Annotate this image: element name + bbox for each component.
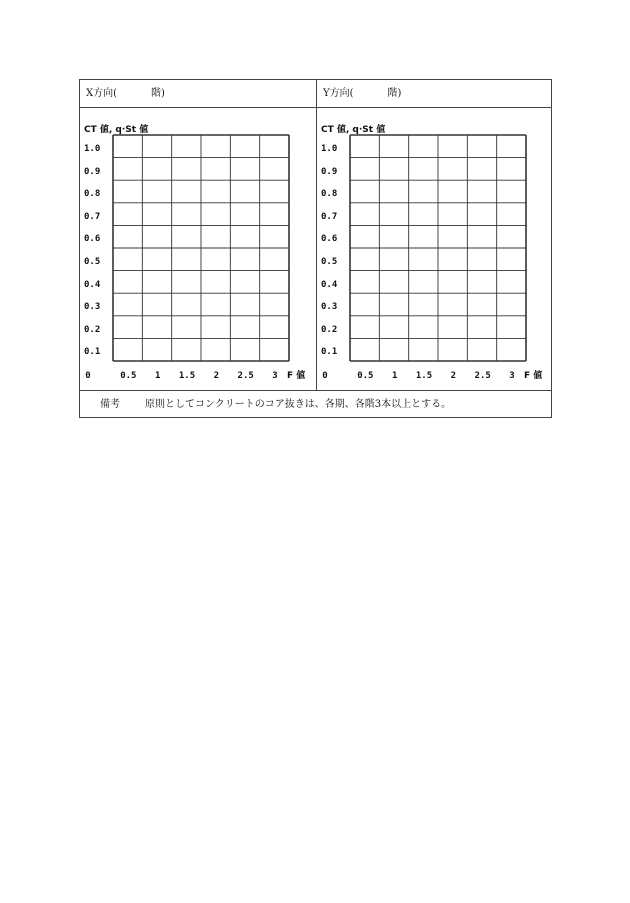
chart-1-ylabel: CT 値, q·St 値 xyxy=(321,125,386,135)
chart-0-ytick-label: 0.9 xyxy=(84,166,101,177)
chart-1-xtick-label: 2.5 xyxy=(474,371,491,381)
chart-0-xlabel: F 値 xyxy=(287,371,306,381)
chart-1-ytick-label: 0.1 xyxy=(321,347,338,358)
inspection-form-table xyxy=(79,79,552,418)
chart-0-xtick-label: 1 xyxy=(154,371,161,381)
chart-0-grid xyxy=(112,134,290,362)
chart-0-xtick-label: 0.5 xyxy=(120,371,137,381)
y-direction-prefix: Y方向( xyxy=(323,88,354,99)
remarks-label: 備考 xyxy=(100,399,120,410)
y-direction-graph xyxy=(317,108,553,390)
chart-0-xtick-label: 1.5 xyxy=(178,371,196,381)
x-direction-suffix: 階) xyxy=(151,88,165,99)
y-direction-header xyxy=(323,80,401,107)
y-direction-suffix: 階) xyxy=(387,88,402,99)
chart-1-xtick-label: 0 xyxy=(322,371,328,381)
chart-1-ytick-label: 0.3 xyxy=(321,302,338,313)
chart-0-ytick-label: 0.7 xyxy=(84,211,101,222)
chart-1-xtick-label: 2 xyxy=(450,371,457,381)
chart-1-ytick-label: 0.6 xyxy=(321,234,338,245)
chart-1-ytick-label: 0.8 xyxy=(321,189,338,200)
chart-0-ytick-label: 0.1 xyxy=(84,347,101,358)
chart-1-ytick-label: 0.9 xyxy=(321,166,338,177)
chart-0-ytick-label: 0.8 xyxy=(84,189,101,200)
chart-0-ytick-label: 0.4 xyxy=(84,279,101,290)
chart-1-ytick-label: 0.4 xyxy=(321,279,338,290)
chart-0-xtick-label: 0 xyxy=(85,371,91,381)
x-direction-header xyxy=(86,80,165,107)
chart-0-xtick-label: 2.5 xyxy=(237,371,254,381)
x-direction-graph xyxy=(80,108,316,390)
chart-0-ytick-label: 1.0 xyxy=(84,144,101,154)
chart-0-ytick-label: 0.3 xyxy=(84,302,101,313)
chart-1-xlabel: F 値 xyxy=(524,371,543,381)
chart-0-ytick-label: 0.6 xyxy=(84,234,101,245)
x-direction-prefix: X方向( xyxy=(86,88,118,99)
chart-1-xtick-label: 0.5 xyxy=(357,371,374,381)
chart-0-xtick-label: 3 xyxy=(272,371,278,381)
chart-0-ytick-label: 0.2 xyxy=(84,324,101,335)
remarks-row xyxy=(80,390,551,418)
chart-1-xtick-label: 1 xyxy=(391,371,398,381)
chart-0-xtick-label: 2 xyxy=(213,371,220,381)
chart-1-grid xyxy=(349,134,527,362)
chart-1-ytick-label: 0.2 xyxy=(321,324,338,335)
chart-0-ytick-label: 0.5 xyxy=(84,257,101,267)
chart-1-ytick-label: 0.7 xyxy=(321,211,338,222)
remarks-text: 原則としてコンクリートのコア抜きは、各期、各階3本以上とする。 xyxy=(145,399,452,410)
chart-1-xtick-label: 3 xyxy=(509,371,515,381)
chart-1-ytick-label: 1.0 xyxy=(321,144,338,154)
chart-1-ytick-label: 0.5 xyxy=(321,257,338,267)
chart-1-xtick-label: 1.5 xyxy=(415,371,433,381)
chart-0-ylabel: CT 値, q·St 値 xyxy=(84,125,149,135)
